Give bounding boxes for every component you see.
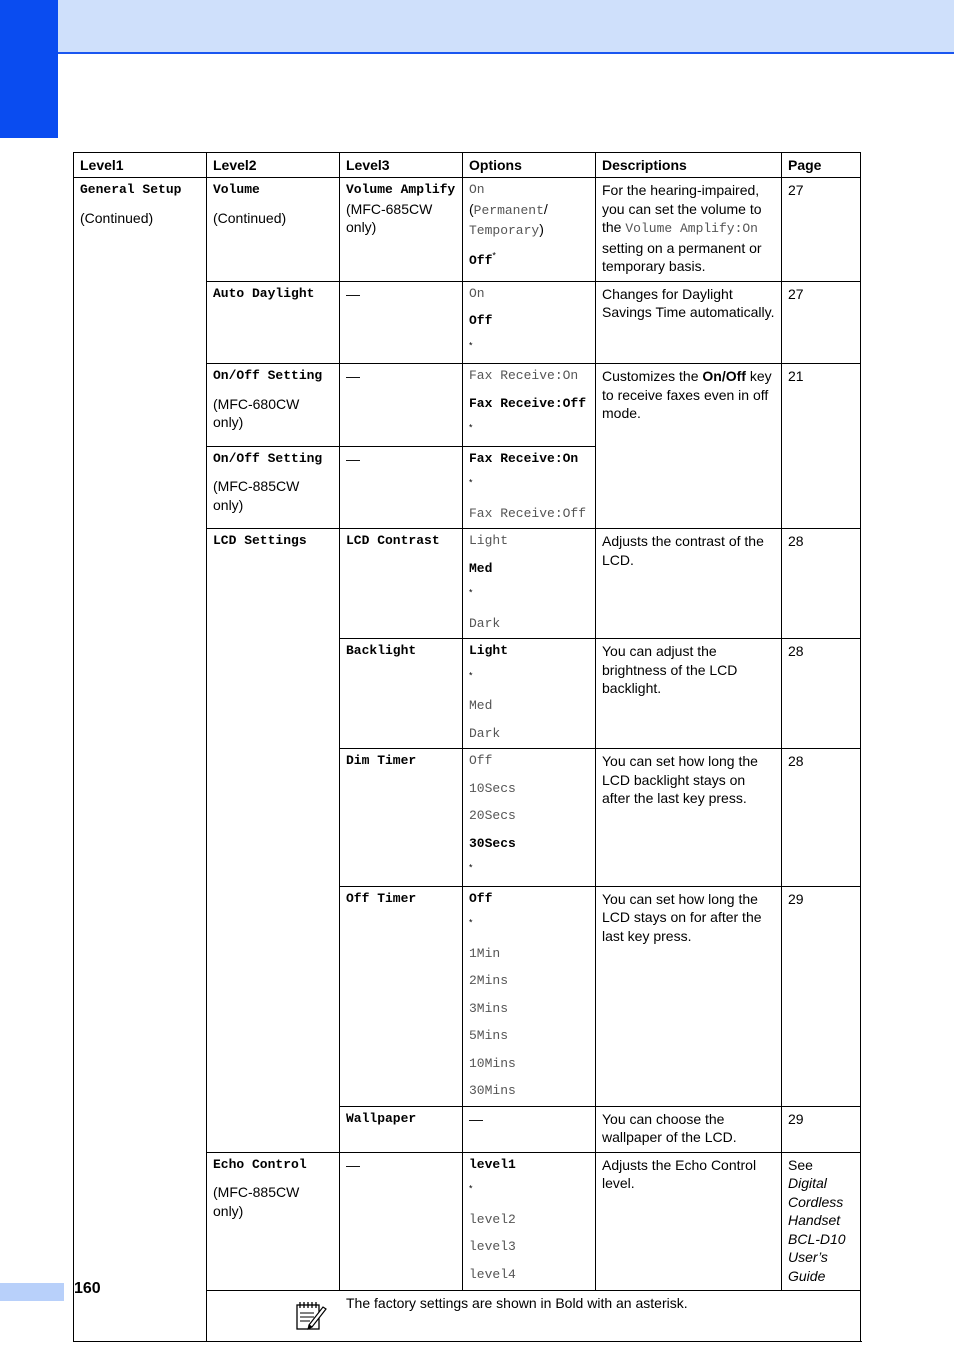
header-level2: Level2: [207, 153, 340, 178]
level2-name: On/Off Setting: [213, 450, 323, 466]
page-reference: Digital Cordless Handset BCL-D10 User’s Guide: [788, 1175, 846, 1284]
option-default: Med *: [469, 560, 493, 598]
option-default: Off*: [469, 249, 496, 268]
note-pad-icon: [295, 1299, 327, 1331]
level2-name: Volume: [213, 182, 260, 197]
level2-name: LCD Settings: [207, 529, 340, 1153]
level2-name: Echo Control: [213, 1156, 307, 1172]
option: 1Min: [469, 945, 501, 961]
description-text: setting on a permanent or temporary basis.: [602, 239, 762, 274]
description-cell: Changes for Daylight Savings Time automatically.: [596, 281, 782, 364]
table-header-row: [74, 153, 861, 178]
level1-note: (Continued): [80, 209, 154, 226]
options-cell: [463, 446, 596, 529]
level3-name: Off Timer: [340, 886, 463, 1106]
description-code: Volume Amplify:On: [625, 221, 758, 236]
description-cell: Adjusts the Echo Control level.: [596, 1152, 782, 1291]
level2-name: On/Off Setting: [213, 368, 323, 383]
chapter-tab: [0, 0, 58, 138]
page-cell: 28: [782, 529, 861, 639]
page-cell: 21: [782, 364, 861, 529]
header-descriptions: Descriptions: [596, 153, 782, 178]
description-text: For the hearing-impaired, you can set the volume to the: [602, 182, 762, 235]
option: 10Mins: [469, 1055, 516, 1071]
option: Dark: [469, 725, 501, 741]
page-cell: 27: [782, 281, 861, 364]
description-cell: Adjusts the contrast of the LCD.: [596, 529, 782, 639]
level3-cell: —: [340, 1152, 463, 1291]
option: 2Mins: [469, 973, 509, 988]
page-number: 160: [74, 1280, 101, 1297]
level3-name: LCD Contrast: [340, 529, 463, 639]
header-band: [58, 0, 954, 54]
level2-cell: [207, 178, 340, 282]
level2-note: (Continued): [213, 209, 287, 226]
description-text: key to receive faxes even in off mode.: [602, 368, 772, 421]
description-cell: You can adjust the brightness of the LCD backlight.: [596, 639, 782, 749]
option-default: Fax Receive:On *: [469, 450, 579, 488]
level3-cell: [340, 178, 463, 282]
option: Fax Receive:Off: [469, 505, 587, 521]
option: 30Mins: [469, 1083, 516, 1098]
header-page: Page: [782, 153, 861, 178]
header-level3: Level3: [340, 153, 463, 178]
level3-cell: —: [340, 446, 463, 529]
option-default: level1 *: [469, 1156, 516, 1194]
options-cell: [463, 281, 596, 364]
page-cell: 28: [782, 749, 861, 887]
options-cell: [463, 364, 596, 447]
option: On: [469, 182, 485, 197]
description-cell: You can set how long the LCD backlight stays on after the last key press.: [596, 749, 782, 887]
option-default: Off *: [469, 313, 493, 350]
header-options: Options: [463, 153, 596, 178]
page-cell: 27: [782, 178, 861, 282]
options-cell: [463, 529, 596, 639]
description-cell: [596, 364, 782, 529]
option: Light: [469, 533, 509, 548]
level2-name: Auto Daylight: [207, 281, 340, 364]
option: Dark: [469, 615, 501, 631]
option-default: Fax Receive:Off *: [469, 395, 587, 433]
description-cell: You can choose the wallpaper of the LCD.: [596, 1106, 782, 1152]
level3-cell: —: [340, 281, 463, 364]
level2-note: (MFC-680CW only): [213, 395, 300, 430]
note-text: The factory settings are shown in Bold with an asterisk.: [346, 1295, 688, 1311]
options-cell: [463, 1152, 596, 1291]
options-cell: [463, 749, 596, 887]
level3-name: Wallpaper: [340, 1106, 463, 1152]
key-label: On/Off: [702, 368, 746, 384]
option: Temporary: [469, 223, 540, 238]
description-text: Customizes the: [602, 368, 699, 384]
level2-cell: [207, 364, 340, 447]
option: 3Mins: [469, 1000, 509, 1016]
option: level4: [469, 1266, 516, 1282]
level3-name: Backlight: [340, 639, 463, 749]
page-cell: 28: [782, 639, 861, 749]
level3-name: Volume Amplify: [346, 182, 456, 197]
options-cell: [463, 639, 596, 749]
level1-name: General Setup: [80, 182, 182, 197]
option-group: (Permanent/ Temporary): [469, 200, 548, 238]
option: Permanent: [473, 202, 544, 218]
level3-note: (MFC-685CW only): [346, 200, 433, 235]
level1-cell: [74, 178, 207, 1342]
page-cell: 29: [782, 1106, 861, 1152]
menu-table: [73, 152, 861, 1342]
option-default: Light *: [469, 643, 509, 680]
option-default: 30Secs *: [469, 835, 516, 873]
option: 20Secs: [469, 808, 516, 823]
level3-name: Dim Timer: [340, 749, 463, 887]
option: 10Secs: [469, 780, 516, 796]
option: level3: [469, 1239, 516, 1254]
option-default: Off *: [469, 890, 493, 928]
level2-note: (MFC-885CW only): [213, 478, 300, 513]
options-cell: —: [463, 1106, 596, 1152]
level2-cell: [207, 446, 340, 529]
options-cell: [463, 886, 596, 1106]
page-cell: 29: [782, 886, 861, 1106]
option: 5Mins: [469, 1028, 509, 1043]
note-cell: [207, 1291, 861, 1342]
level2-note: (MFC-885CW only): [213, 1184, 300, 1219]
page-cell: [782, 1152, 861, 1291]
description-cell: You can set how long the LCD stays on for after the last key press.: [596, 886, 782, 1106]
option: Fax Receive:On: [469, 368, 579, 383]
table-row: [74, 178, 861, 282]
option: level2: [469, 1211, 516, 1227]
footer-band: [0, 1283, 64, 1301]
option: Med: [469, 698, 493, 713]
level3-cell: —: [340, 364, 463, 447]
header-level1: Level1: [74, 153, 207, 178]
page-see: See: [788, 1156, 813, 1173]
description-cell: [596, 178, 782, 282]
option: Off: [469, 753, 493, 768]
option: On: [469, 285, 485, 301]
level2-cell: [207, 1152, 340, 1291]
options-cell: [463, 178, 596, 282]
